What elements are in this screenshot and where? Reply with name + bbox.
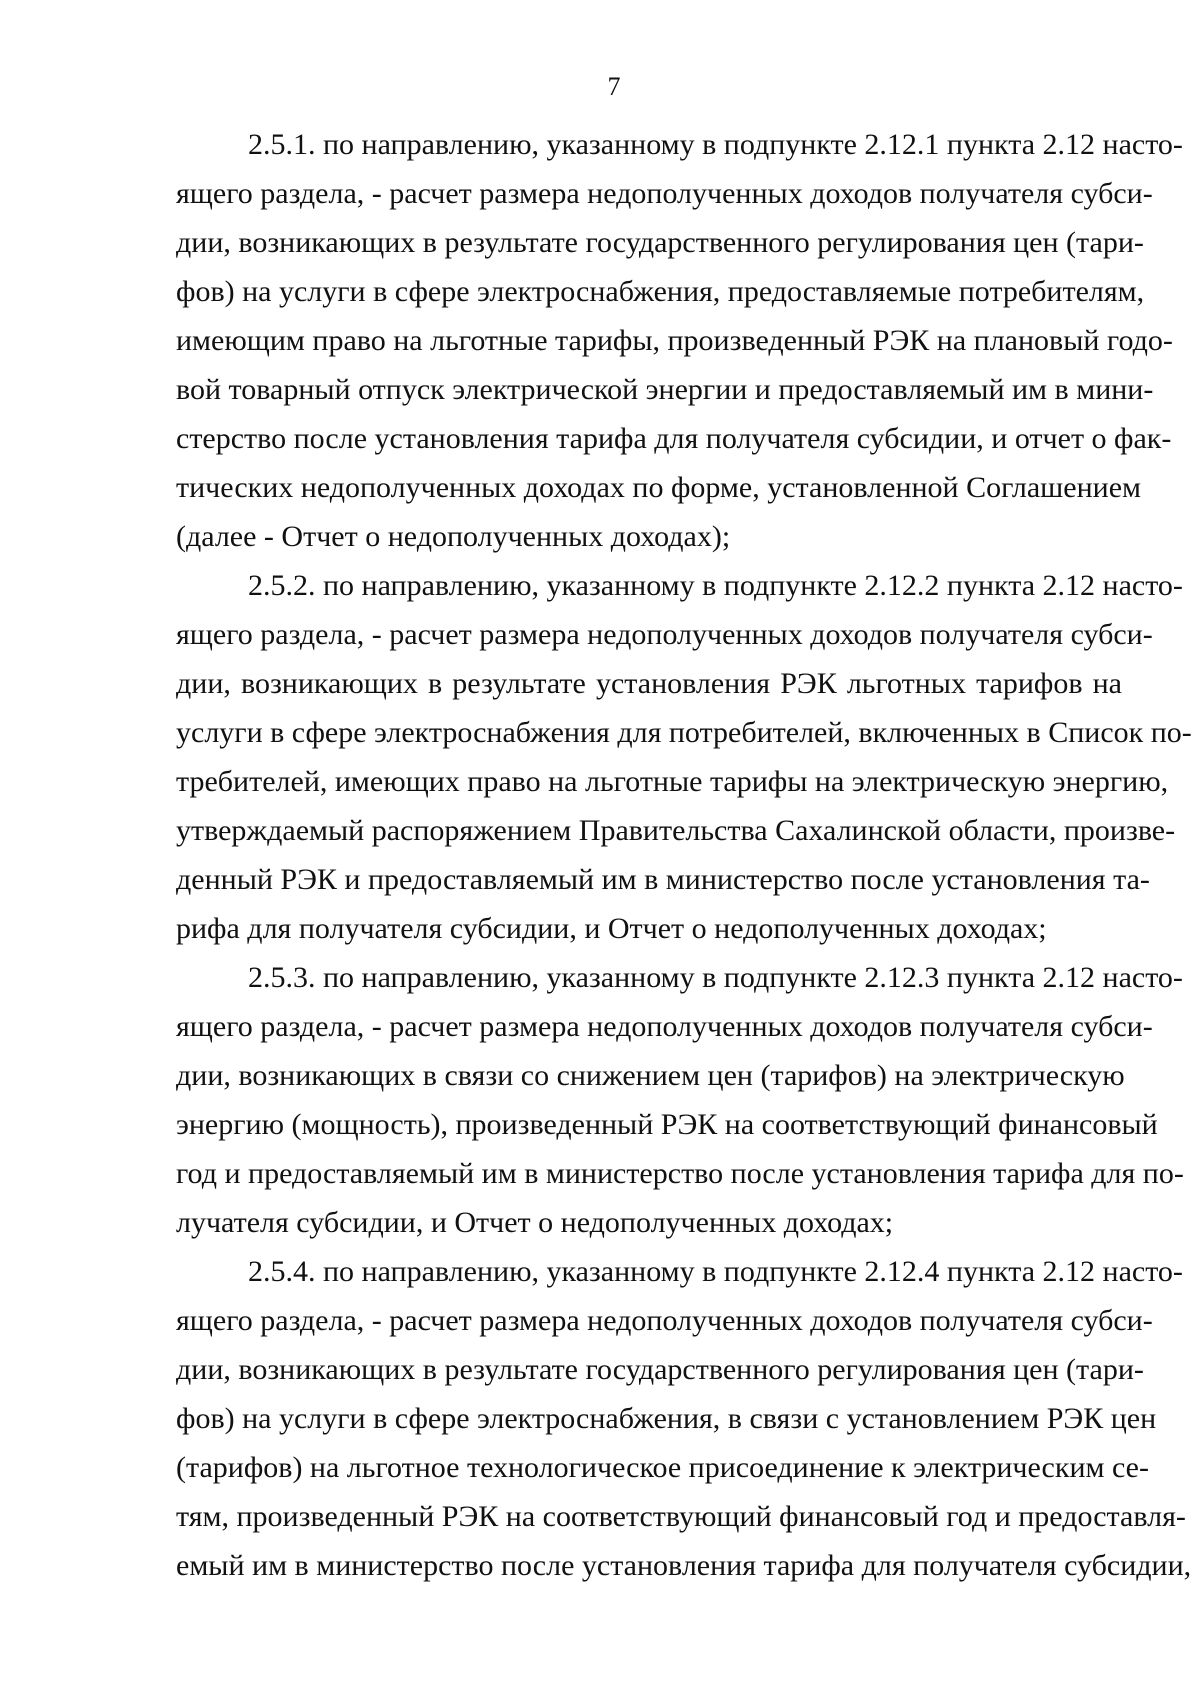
text-line: ящего раздела, - расчет размера недополученных доходов получателя субси-	[176, 1304, 1153, 1337]
paragraph-2-5-2	[176, 561, 1192, 953]
text-line: лучателя субсидии, и Отчет о недополученных доходах;	[176, 1206, 894, 1239]
text-line: утверждаемый распоряжением Правительства Сахалинской области, произве-	[176, 814, 1176, 847]
document-body	[176, 120, 1192, 1590]
text-line: ящего раздела, - расчет размера недополученных доходов получателя субси-	[176, 618, 1153, 651]
text-line: 2.5.4. по направлению, указанному в подпункте 2.12.4 пункта 2.12 насто-	[248, 1255, 1183, 1288]
text-line: 2.5.3. по направлению, указанному в подпункте 2.12.3 пункта 2.12 насто-	[248, 961, 1183, 994]
paragraph-2-5-3	[176, 953, 1184, 1247]
text-line: требителей, имеющих право на льготные тарифы на электрическую энергию,	[176, 765, 1169, 798]
paragraph-2-5-1	[176, 120, 1183, 561]
text-line: услуги в сфере электроснабжения для потребителей, включенных в Список по-	[176, 716, 1192, 749]
paragraph-2-5-4	[176, 1247, 1192, 1590]
text-line: (далее - Отчет о недополученных доходах);	[176, 520, 731, 553]
text-line: фов) на услуги в сфере электроснабжения, в связи с установлением РЭК цен	[176, 1402, 1157, 1435]
text-line: ящего раздела, - расчет размера недополученных доходов получателя субси-	[176, 1010, 1153, 1043]
page-number: 7	[607, 72, 621, 101]
text-line: год и предоставляемый им в министерство после установления тарифа для по-	[176, 1157, 1184, 1190]
text-line: тям, произведенный РЭК на соответствующий финансовый год и предоставля-	[176, 1500, 1186, 1533]
text-line: емый им в министерство после установления тарифа для получателя субсидии,	[176, 1549, 1192, 1582]
text-line: 2.5.1. по направлению, указанному в подпункте 2.12.1 пункта 2.12 насто-	[248, 128, 1183, 161]
text-line: дии, возникающих в связи со снижением цен (тарифов) на электрическую	[176, 1059, 1125, 1092]
text-line: денный РЭК и предоставляемый им в министерство после установления та-	[176, 863, 1150, 896]
text-line: (тарифов) на льготное технологическое присоединение к электрическим се-	[176, 1451, 1149, 1484]
text-line: ящего раздела, - расчет размера недополученных доходов получателя субси-	[176, 177, 1153, 210]
text-line: дии, возникающих в результате установления РЭК льготных тарифов на	[176, 667, 1122, 700]
text-line: имеющим право на льготные тарифы, произведенный РЭК на плановый годо-	[176, 324, 1173, 357]
text-line: фов) на услуги в сфере электроснабжения, предоставляемые потребителям,	[176, 275, 1145, 308]
text-line: стерство после установления тарифа для получателя субсидии, и отчет о фак-	[176, 422, 1172, 455]
text-line: рифа для получателя субсидии, и Отчет о недополученных доходах;	[176, 912, 1047, 945]
text-line: 2.5.2. по направлению, указанному в подпункте 2.12.2 пункта 2.12 насто-	[248, 569, 1183, 602]
text-line: тических недополученных доходах по форме, установленной Соглашением	[176, 471, 1142, 504]
text-line: дии, возникающих в результате государственного регулирования цен (тари-	[176, 226, 1144, 259]
text-line: энергию (мощность), произведенный РЭК на соответствующий финансовый	[176, 1108, 1158, 1141]
text-line: дии, возникающих в результате государственного регулирования цен (тари-	[176, 1353, 1144, 1386]
text-line: вой товарный отпуск электрической энергии и предоставляемый им в мини-	[176, 373, 1154, 406]
